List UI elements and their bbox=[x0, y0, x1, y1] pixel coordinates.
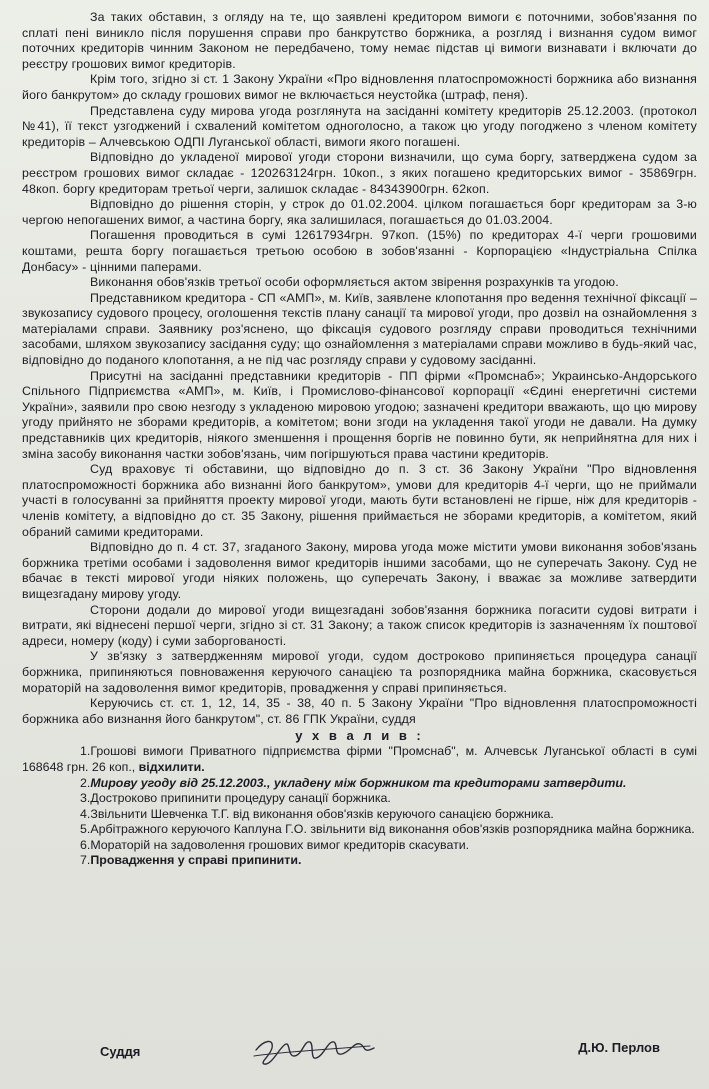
paragraph-13: У зв'язку з затвердженням мирової угоди, судом достроково припиняється процедура санації боржника, припиняються повноваження керуючого санацією та розпорядника майна боржника, скасовується мораторій на задоволення вимог кредиторів, провадження у справі припиняється. bbox=[22, 649, 697, 695]
paragraph-1: За таких обставин, з огляду на те, що заявлені кредитором вимоги є поточними, зобов'язання по сплаті пені виникло після порушення справи про банкрутство боржника, а розгляд і визнання судом вимог поточних кредиторів чинним Законом не передбачено, тому немає підстав ці вимоги визнавати і включати до реєстру грошових вимог кредиторів. bbox=[22, 10, 697, 71]
resolution-item-3: 3.Достроково припинити процедуру санації боржника. bbox=[80, 791, 391, 806]
resolution-item-5: 5.Арбітражного керуючого Каплуна Г.О. звільнити від виконання обов'язків розпорядника майна боржника. bbox=[80, 822, 695, 837]
resolution-heading: у х в а л и в : bbox=[295, 728, 424, 744]
paragraph-5: Відповідно до рішення сторін, у строк до 01.02.2004. цілком погашається борг кредиторам за 3-ю чергою непогашених вимог, а частина боргу, яка залишилася, погашається до 01.03.2004. bbox=[22, 197, 697, 227]
paragraph-11: Відповідно до п. 4 ст. 37, згаданого Закону, мирова угода може містити умови виконання зобов'язань боржника третіми особами і задоволення вимог кредиторів іншими засобами, що не суперечать Закону. Суд не вбачає в тексті мирової угоди ніяких положень, що суперечать Закону, і вважає за можливе затвердити вищезгадану мирову угоду. bbox=[22, 540, 697, 601]
resolution-item-4: 4.Звільнити Шевченка Т.Г. від виконання обов'язків керуючого санацією боржника. bbox=[80, 806, 554, 821]
resolution-item-7-text: Провадження у справі припинити. bbox=[90, 853, 302, 868]
resolution-item-1-verdict: відхилити. bbox=[138, 759, 205, 774]
body-paragraphs bbox=[22, 10, 697, 727]
paragraph-3: Представлена суду мирова угода розглянута на засіданні комітету кредиторів 25.12.2003. (протокол №41), її текст узгоджений і схвалений комітетом одноголосно, а також цю угоду погоджено з членом комітету кредиторів – Алчевською ОДПІ Луганської області, вимоги якого погашені. bbox=[22, 103, 697, 149]
paragraph-12: Сторони додали до мирової угоди вищезгадані зобов'язання боржника погасити судові витрати і витрати, які віднесені першої черги, згідно зі ст. 31 Закону; а також список кредиторів із зазначенням їх поштової адреси, номеру (коду) і суми заборгованості. bbox=[22, 602, 697, 648]
paragraph-10: Суд враховує ті обставини, що відповідно до п. 3 ст. 36 Закону України "Про відновлення платоспроможності боржника або визнанні його банкрутом», умови для кредиторів 4-ї черги, що не приймали участі в голосуванні за прийняття проекту мирової угоди, мають бути встановлені не гірше, ніж для кредиторів - членів комітету, а відповідно до ст. 35 Закону, рішення приймається не зборами кредиторів, а комітетом, який обраний самими кредиторами. bbox=[22, 462, 697, 539]
resolution-list bbox=[22, 744, 697, 869]
judge-name: Д.Ю. Перлов bbox=[578, 1040, 660, 1055]
resolution-item-6: 6.Мораторій на задоволення грошових вимог кредиторів скасувати. bbox=[80, 837, 470, 852]
paragraph-4: Відповідно до укладеної мирової угоди сторони визначили, що сума боргу, затверджена судом за реєстром грошових вимог складає - 120263124грн. 10коп., з яких погашено кредиторських вимог - 35869грн. 48коп. боргу кредиторам третьої черги, залишок складає - 84343900грн. 62коп. bbox=[22, 150, 697, 196]
paragraph-9: Присутні на засіданні представники кредиторів - ПП фірми «Промснаб»; Украинсько-Андорського Спільного Підприємства «АМП», м. Київ, і Промислово-фінансової корпорації «Єдині енергетичні системи України», заявили про свою незгоду з укладеною мировою угодою; зазначені кредитори вважають, що цю мирову угоду прийнято не зборами кредиторів, а комітетом; вони згоди на укладення такої угоди не давали. На думку представників цих кредиторів, ніякого зменшення і прощення боргів не повинно бути, як неприйнятна для них і зміна засобу виконання частки зобов'язань, чим погіршуються права частини кредиторів. bbox=[22, 368, 697, 461]
paragraph-7: Виконання обов'язків третьої особи оформляється актом звірення розрахунків та угодою. bbox=[90, 275, 619, 290]
handwritten-signature bbox=[250, 1026, 380, 1072]
resolution-item-2 bbox=[22, 776, 697, 792]
signature-block bbox=[100, 1040, 660, 1070]
resolution-item-2-number: 2. bbox=[80, 775, 91, 790]
resolution-item-1-text: 1.Грошові вимоги Приватного підприємства фірми "Промснаб", м. Алчевськ Луганської області в сумі 168648 грн. 26 коп., bbox=[22, 744, 697, 774]
paragraph-14: Керуючись ст. ст. 1, 12, 14, 35 - 38, 40 п. 5 Закону України "Про відновлення платоспроможності боржника або визнання його банкрутом", ст. 86 ГПК України, суддя bbox=[22, 696, 697, 726]
resolution-item-2-text: Мирову угоду від 25.12.2003., укладену між боржником та кредиторами затвердити. bbox=[90, 775, 627, 790]
judge-label: Суддя bbox=[100, 1044, 141, 1059]
paragraph-8: Представником кредитора - СП «АМП», м. Київ, заявлене клопотання про ведення технічної фіксації – звукозапису судового процесу, оголошення текстів плану санації та мирової угоди, про дозвіл на ознайомлення з матеріалами справи. Заявнику роз'яснено, що фіксація судового розгляду справи проводиться технічними засобами, шляхом звукозапису засідання суду; що ознайомлення з матеріалами справи можливо в будь-який час, відповідно до поданого клопотання, а не під час розгляду справи у судовому засіданні. bbox=[22, 290, 697, 368]
resolution-item-1 bbox=[22, 744, 697, 775]
paragraph-6: Погашення проводиться в сумі 12617934грн. 97коп. (15%) по кредиторах 4-ї черги грошовими коштами, решта боргу погашається третьою особою в зобов'язанні - Корпорацією «Індустріальна Спілка Донбасу» - цінними паперами. bbox=[22, 228, 697, 274]
paragraph-2: Крім того, згідно зі ст. 1 Закону України «Про відновлення платоспроможності боржника або визнання його банкрутом» до складу грошових вимог не включається неустойка (штраф, пеня). bbox=[22, 72, 697, 102]
resolution-item-7 bbox=[22, 853, 697, 869]
resolution-item-7-number: 7. bbox=[80, 853, 91, 868]
